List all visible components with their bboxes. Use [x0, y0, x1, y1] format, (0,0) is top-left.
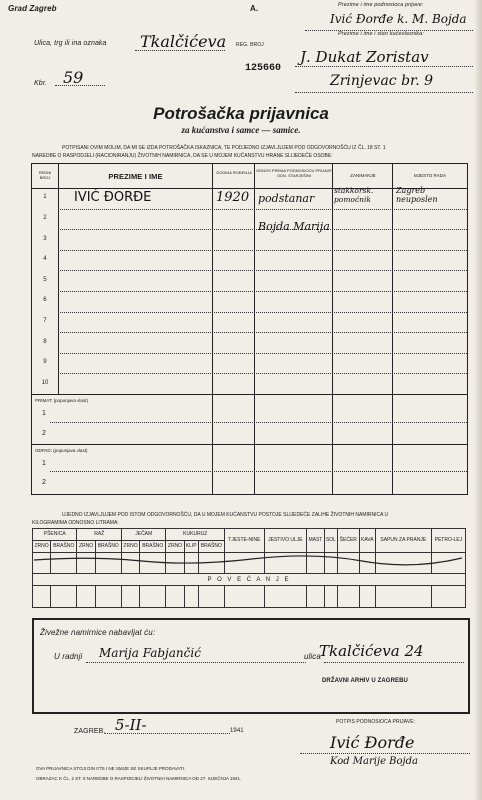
- header-year: GODINA ROĐENJA: [216, 170, 252, 175]
- row-number: 6: [43, 297, 47, 304]
- kbr-label: Kbr.: [34, 80, 47, 87]
- row-divider: [58, 312, 467, 313]
- group-kukuruz: KUKURUZ: [166, 529, 225, 541]
- odpad-row-2: 2: [42, 479, 46, 486]
- owner-address: Zrinjevac br. 9: [330, 73, 434, 89]
- stock-line-2: KILOGRAMIMA ODNOSNO LITRAMA:: [32, 520, 119, 526]
- odpad-row-1: 1: [42, 460, 46, 467]
- footer-note-2: OBRAZAC K ČL. 2 ST. 5 NAREDBE O RASPODJELI ŽIVOTNIH NAMIRNICA OD 27. SIJEČNJA 1941.: [36, 776, 242, 781]
- sub-5: BRAŠNO: [140, 540, 166, 552]
- street-label: Ulica, trg ili ina oznaka: [34, 40, 107, 47]
- supply-box: [32, 618, 470, 714]
- sub-3: BRAŠNO: [95, 540, 121, 552]
- sub-0: ZRNO: [33, 540, 51, 552]
- col-sapun: SAPUN ZA PRANJE: [375, 529, 431, 553]
- signature-note: Kod Marije Bojda: [330, 756, 419, 767]
- row-number: 5: [43, 276, 47, 283]
- group-raz: RAŽ: [77, 529, 121, 541]
- city-label: Grad Zagreb: [8, 4, 57, 13]
- intro-line-2: NAREDBE O RASPODJELI (RACIONIRANJU) ŽIVOTNIH NAMIRNICA, DA SE U MOJEM KUĆANSTVU HRANE SLIJEDEĆE OSOBE:: [32, 153, 333, 159]
- street-value-2: Tkalčićeva 24: [319, 642, 424, 660]
- footer-place: ZAGREB,: [74, 728, 106, 735]
- intro-line-1: POTPISANI OVIM MOLIM, DA MI SE IZDA POTROŠAČKA ISKAZNICA, TE PODJEDNO IZJAVLJUJEM POD ODGOVORNOŠĆU IZ ČL. 18 ST. 1: [62, 145, 386, 151]
- applicant-value: Ivić Đorđe k. M. Bojda: [330, 12, 467, 26]
- primat-label: PRIMAT: (popunjava vlast): [35, 398, 88, 403]
- row-number: 3: [43, 235, 47, 242]
- person-1-name: IVIĆ ĐORĐE: [74, 190, 152, 205]
- row-divider: [58, 270, 467, 271]
- group-psenica: PŠENICA: [33, 529, 77, 541]
- col-secer: ŠEĆER: [337, 529, 359, 553]
- row-number: 4: [43, 256, 47, 263]
- reg-number: 125660: [245, 63, 282, 74]
- odpad-label: ODPAD: (popunjava vlast): [35, 448, 88, 453]
- row-divider: [58, 209, 467, 210]
- row-divider: [58, 353, 467, 354]
- shop-value: Marija Fabjančić: [99, 646, 201, 660]
- col-petrolej: PETRO-LEJ: [431, 529, 465, 553]
- owner-label: Prezime i ime i stan kućevlasnika:: [338, 31, 424, 37]
- col-ulje: JESTIVO ULJE: [264, 529, 306, 553]
- kbr-value: 59: [63, 68, 84, 87]
- street-value: Tkalčićeva: [140, 32, 227, 51]
- header-relation: ODNOS PREMA PODNOSIOCU PRIJAVE ODN. STARJEŠINI: [256, 168, 332, 178]
- form-letter: A.: [250, 4, 259, 13]
- applicant-label: Prezime i ime podnosioca prijave:: [338, 2, 424, 8]
- form-subtitle: za kućanstva i samce — samice.: [181, 125, 301, 135]
- header: [0, 0, 482, 100]
- sub-1: BRAŠNO: [51, 540, 77, 552]
- footer-year: 1941: [230, 728, 244, 734]
- archive-stamp: DRŽAVNI ARHIV U ZAGREBU: [322, 678, 408, 684]
- person-rows: [32, 188, 467, 394]
- person-2-relation: Bojda Marija: [258, 220, 330, 233]
- row-divider: [58, 250, 467, 251]
- reg-label: REG. BROJ: [236, 42, 264, 48]
- row-number: 7: [43, 317, 47, 324]
- header-no: REDNI BROJ: [38, 170, 52, 180]
- sub-7: KLIP: [184, 540, 198, 552]
- owner-value: Ј. Dukat Zoristav: [300, 48, 429, 66]
- row-number: 1: [43, 194, 47, 201]
- header-workplace: MJESTO RADA: [414, 173, 446, 178]
- stock-scribble: [32, 550, 466, 570]
- row-number: 9: [43, 359, 47, 366]
- col-kava: KAVA: [359, 529, 375, 553]
- group-jecam: JEČAM: [121, 529, 165, 541]
- person-1-occupation: stakkorsk. pomoćnik: [334, 186, 374, 204]
- row-number: 2: [43, 214, 47, 221]
- supply-label: Živežne namirnice nabavljat ću:: [40, 628, 156, 637]
- signature: Ivić Đorđe: [330, 733, 415, 752]
- header-occupation: ZANIMANJE: [350, 173, 376, 178]
- col-tjestenine: TJESTE-NINE: [225, 529, 265, 553]
- row-number: 8: [43, 338, 47, 345]
- row-divider: [58, 373, 467, 374]
- povecanje-label: P O V E Ć A N J E: [33, 574, 466, 586]
- signature-label: POTPIS PODNOSIOCA PRIJAVE:: [336, 719, 416, 725]
- col-mast: MAST: [307, 529, 325, 553]
- row-divider: [58, 332, 467, 333]
- row-number: 10: [41, 379, 49, 386]
- persons-table: [31, 163, 468, 495]
- sub-2: ZRNO: [77, 540, 95, 552]
- primat-row-2: 2: [42, 430, 46, 437]
- sub-6: ZRNO: [166, 540, 184, 552]
- row-divider: [58, 291, 467, 292]
- footer-date: 5-II-: [115, 716, 147, 734]
- footer-note-1: OVA PRIJAVNICA STOJI DIN 0'75 I NE SMIJE SE SKUPLJE PRODAVATI.: [36, 766, 186, 771]
- primat-row-1: 1: [42, 410, 46, 417]
- person-1-relation: podstanar: [258, 192, 315, 205]
- sub-4: ZRNO: [121, 540, 139, 552]
- person-1-year: 1920: [216, 190, 250, 205]
- col-sol: SOL: [324, 529, 337, 553]
- street-label-2: ulica: [304, 652, 321, 661]
- shop-label: U radnji: [54, 652, 83, 661]
- person-1-workplace: Zagreb neuposlen: [396, 186, 438, 204]
- form-title: Potrošačka prijavnica: [153, 104, 329, 123]
- header-name: PREZIME I IME: [108, 172, 163, 181]
- paper-edge: [474, 0, 482, 800]
- sub-8: BRAŠNO: [198, 540, 224, 552]
- stock-line-1: UJEDNO IZJAVLJUJEM POD ISTOM ODGOVORNOŠĆU, DA U MOJEM KUĆANSTVU POSTOJE SLIJEDEĆE ZALIHE ŽIVOTNIH NAMIRNICA U: [62, 512, 389, 518]
